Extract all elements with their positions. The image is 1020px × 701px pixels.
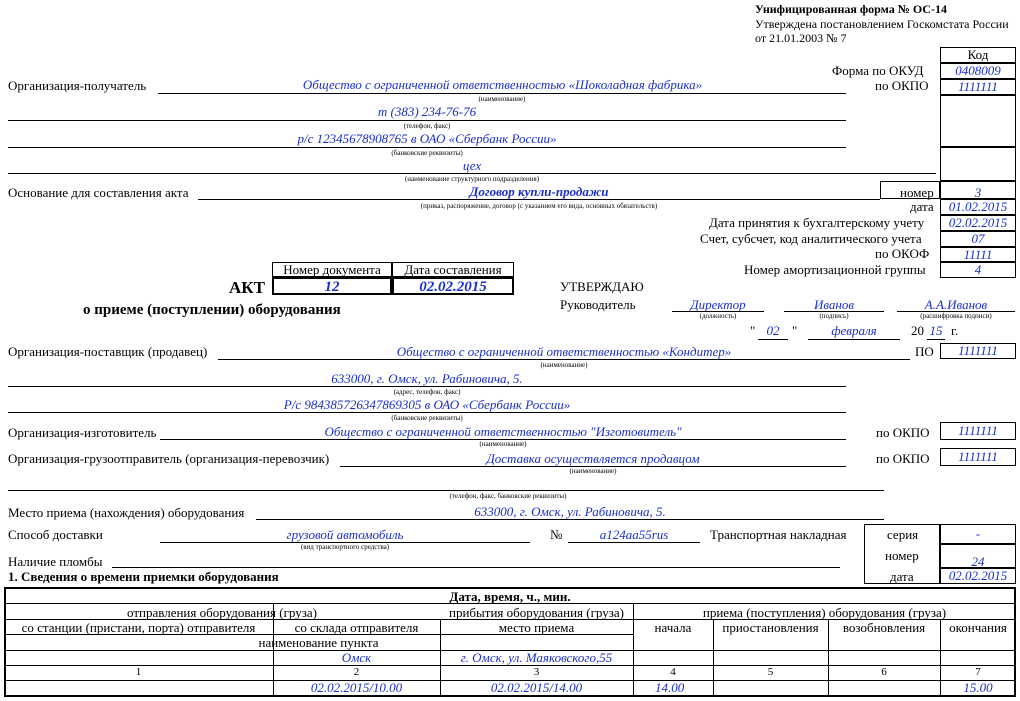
table-cell: 02.02.2015/10.00 bbox=[310, 680, 403, 695]
okpo-value: 1111111 bbox=[940, 79, 1016, 95]
th-resume: возобновления bbox=[842, 620, 926, 635]
approved-line-1: Утверждена постановлением Госкомстата России bbox=[755, 17, 1009, 31]
amort-label: Номер амортизационной группы bbox=[744, 262, 926, 277]
waybill-number: 24 bbox=[940, 544, 1016, 568]
act-subtitle: о приеме (поступлении) оборудования bbox=[83, 302, 341, 318]
th-arrival: прибытия оборудования (груза) bbox=[449, 605, 624, 620]
th-end: окончания bbox=[949, 620, 1007, 635]
approved-line-2: от 21.01.2003 № 7 bbox=[755, 31, 847, 45]
waybill-number-label: номер bbox=[885, 548, 919, 563]
waybill-date-label: дата bbox=[890, 569, 914, 584]
year-end: г. bbox=[951, 323, 959, 338]
doc-number-header: Номер документа bbox=[272, 262, 392, 277]
manufacturer-okpo-label: по ОКПО bbox=[876, 425, 930, 440]
okud-value: 0408009 bbox=[940, 63, 1016, 79]
col-number: 4 bbox=[670, 666, 676, 678]
col-number: 3 bbox=[533, 666, 540, 678]
manufacturer-label: Организация-изготовитель bbox=[8, 425, 157, 440]
caption: (наименование структурного подразделения) bbox=[404, 175, 540, 183]
shipper-okpo-label: по ОКПО bbox=[876, 451, 930, 466]
caption: (вид транспортного средства) bbox=[300, 543, 390, 551]
doc-date-header: Дата составления bbox=[392, 262, 514, 277]
delivery-value: грузовой автомобиль bbox=[286, 527, 404, 542]
approve-day: 02 bbox=[758, 323, 788, 340]
acceptance-date-label: Дата принятия к бухгалтерскому учету bbox=[709, 215, 925, 230]
caption: (приказ, распоряжение, договор (с указанием его вида, основных обязательств) bbox=[420, 202, 658, 210]
caption: (расшифровка подписи) bbox=[920, 312, 992, 320]
shipper-name: Доставка осуществляется продавцом bbox=[486, 451, 700, 466]
head-label: Руководитель bbox=[560, 297, 636, 312]
recipient-bank: р/с 12345678908765 в ОАО «Сбербанк России» bbox=[297, 131, 557, 146]
basis-date-label: дата bbox=[910, 199, 934, 214]
th-point: наименование пункта bbox=[258, 635, 379, 650]
th-receipt: приема (поступления) оборудования (груза) bbox=[702, 605, 947, 620]
amort-value: 4 bbox=[940, 262, 1016, 278]
recipient-division: цех bbox=[462, 158, 482, 173]
th-pause: приостановления bbox=[722, 620, 819, 635]
th-dispatch: отправления оборудования (груза) bbox=[127, 605, 317, 620]
basis-label: Основание для составления акта bbox=[8, 185, 189, 200]
supplier-label: Организация-поставщик (продавец) bbox=[8, 344, 208, 359]
empty-code-cell bbox=[940, 95, 1016, 147]
caption: (подпись) bbox=[819, 312, 849, 320]
place-label: Место приема (нахождения) оборудования bbox=[8, 505, 245, 520]
kod-header: Код bbox=[940, 47, 1016, 63]
basis-number: 3 bbox=[940, 181, 1016, 199]
doc-date: 02.02.2015 bbox=[392, 277, 514, 295]
act-title: АКТ bbox=[229, 278, 265, 297]
th-start: начала bbox=[654, 620, 692, 635]
manufacturer-okpo: 1111111 bbox=[940, 422, 1016, 440]
place-value: 633000, г. Омск, ул. Рабиновича, 5. bbox=[474, 504, 666, 519]
basis-date: 01.02.2015 bbox=[940, 199, 1016, 215]
basis-number-label: номер bbox=[900, 185, 934, 200]
caption: (должность) bbox=[699, 312, 737, 320]
account-value: 07 bbox=[940, 231, 1016, 247]
col-number: 7 bbox=[975, 666, 981, 678]
account-label: Счет, субсчет, код аналитического учета bbox=[700, 231, 922, 246]
table-header-main: Дата, время, ч., мин. bbox=[449, 589, 571, 604]
quote-close: " bbox=[792, 323, 798, 338]
caption: (наименование) bbox=[540, 361, 588, 369]
series-value: - bbox=[940, 524, 1016, 544]
supplier-okpo-label: ПО bbox=[915, 344, 934, 359]
supplier-okpo: 1111111 bbox=[940, 343, 1016, 359]
caption: (адрес, телефон, факс) bbox=[393, 388, 461, 396]
basis-value: Договор купли-продажи bbox=[469, 184, 609, 199]
point-address: г. Омск, ул. Маяковского,55 bbox=[460, 650, 613, 665]
manufacturer-name: Общество с ограниченной ответственностью "Изготовитель" bbox=[324, 424, 682, 439]
delivery-label: Способ доставки bbox=[8, 527, 103, 542]
supplier-name: Общество с ограниченной ответственностью «Кондитер» bbox=[396, 344, 732, 359]
delivery-no-value: а124аа55rus bbox=[599, 527, 669, 542]
okpo-label: по ОКПО bbox=[875, 78, 929, 93]
caption: (наименование) bbox=[569, 467, 617, 475]
series-label: серия bbox=[887, 527, 919, 542]
approve-title: УТВЕРЖДАЮ bbox=[560, 279, 644, 294]
caption: (телефон, факс, банковские реквизиты) bbox=[449, 492, 567, 500]
head-signature: Иванов bbox=[813, 297, 855, 312]
col-number: 1 bbox=[135, 666, 142, 678]
th-station: со станции (пристани, порта) отправителя bbox=[21, 620, 256, 635]
quote-open: " bbox=[750, 323, 756, 338]
empty-code-cell bbox=[940, 147, 1016, 181]
recipient-label: Организация-получатель bbox=[8, 78, 147, 93]
caption: (банковские реквизиты) bbox=[391, 149, 463, 157]
head-decoding: А.А.Иванов bbox=[924, 297, 988, 312]
recipient-phone: т (383) 234-76-76 bbox=[377, 104, 477, 119]
col-number: 2 bbox=[353, 666, 360, 678]
year-prefix: 20 bbox=[911, 323, 924, 338]
seal-label: Наличие пломбы bbox=[8, 554, 103, 569]
table-cell: 15.00 bbox=[963, 680, 993, 695]
col-number: 5 bbox=[767, 666, 774, 678]
caption: (телефон, факс) bbox=[403, 122, 451, 130]
supplier-bank: Р/с 984385726347869305 в ОАО «Сбербанк России» bbox=[283, 397, 571, 412]
delivery-no-label: № bbox=[550, 527, 563, 542]
shipper-okpo: 1111111 bbox=[940, 448, 1016, 466]
head-position: Директор bbox=[690, 297, 746, 312]
approve-month: февраля bbox=[808, 323, 900, 340]
section1-title: 1. Сведения о времени приемки оборудования bbox=[8, 569, 279, 584]
caption: (наименование) bbox=[478, 95, 526, 103]
okof-value: 11111 bbox=[940, 247, 1016, 262]
caption: (наименование) bbox=[479, 440, 527, 448]
doc-number: 12 bbox=[272, 277, 392, 295]
okud-label: Форма по ОКУД bbox=[832, 63, 924, 78]
table-cell: 14.00 bbox=[655, 680, 685, 695]
point-city: Омск bbox=[341, 650, 372, 665]
supplier-address: 633000, г. Омск, ул. Рабиновича, 5. bbox=[331, 371, 523, 386]
form-title: Унифицированная форма № ОС-14 bbox=[755, 2, 947, 16]
table-cell: 02.02.2015/14.00 bbox=[490, 680, 583, 695]
shipper-label: Организация-грузоотправитель (организация-перевозчик) bbox=[8, 451, 330, 466]
recipient-name: Общество с ограниченной ответственностью «Шоколадная фабрика» bbox=[302, 77, 703, 92]
col-number: 6 bbox=[881, 666, 887, 678]
waybill-date: 02.02.2015 bbox=[940, 568, 1016, 584]
approve-year: 15 bbox=[927, 323, 945, 340]
th-place: место приема bbox=[498, 620, 575, 635]
th-warehouse: со склада отправителя bbox=[294, 620, 419, 635]
okof-label: по ОКОФ bbox=[875, 246, 930, 261]
caption: (банковские реквизиты) bbox=[391, 414, 463, 422]
waybill-label: Транспортная накладная bbox=[710, 527, 847, 542]
acceptance-date: 02.02.2015 bbox=[940, 215, 1016, 231]
